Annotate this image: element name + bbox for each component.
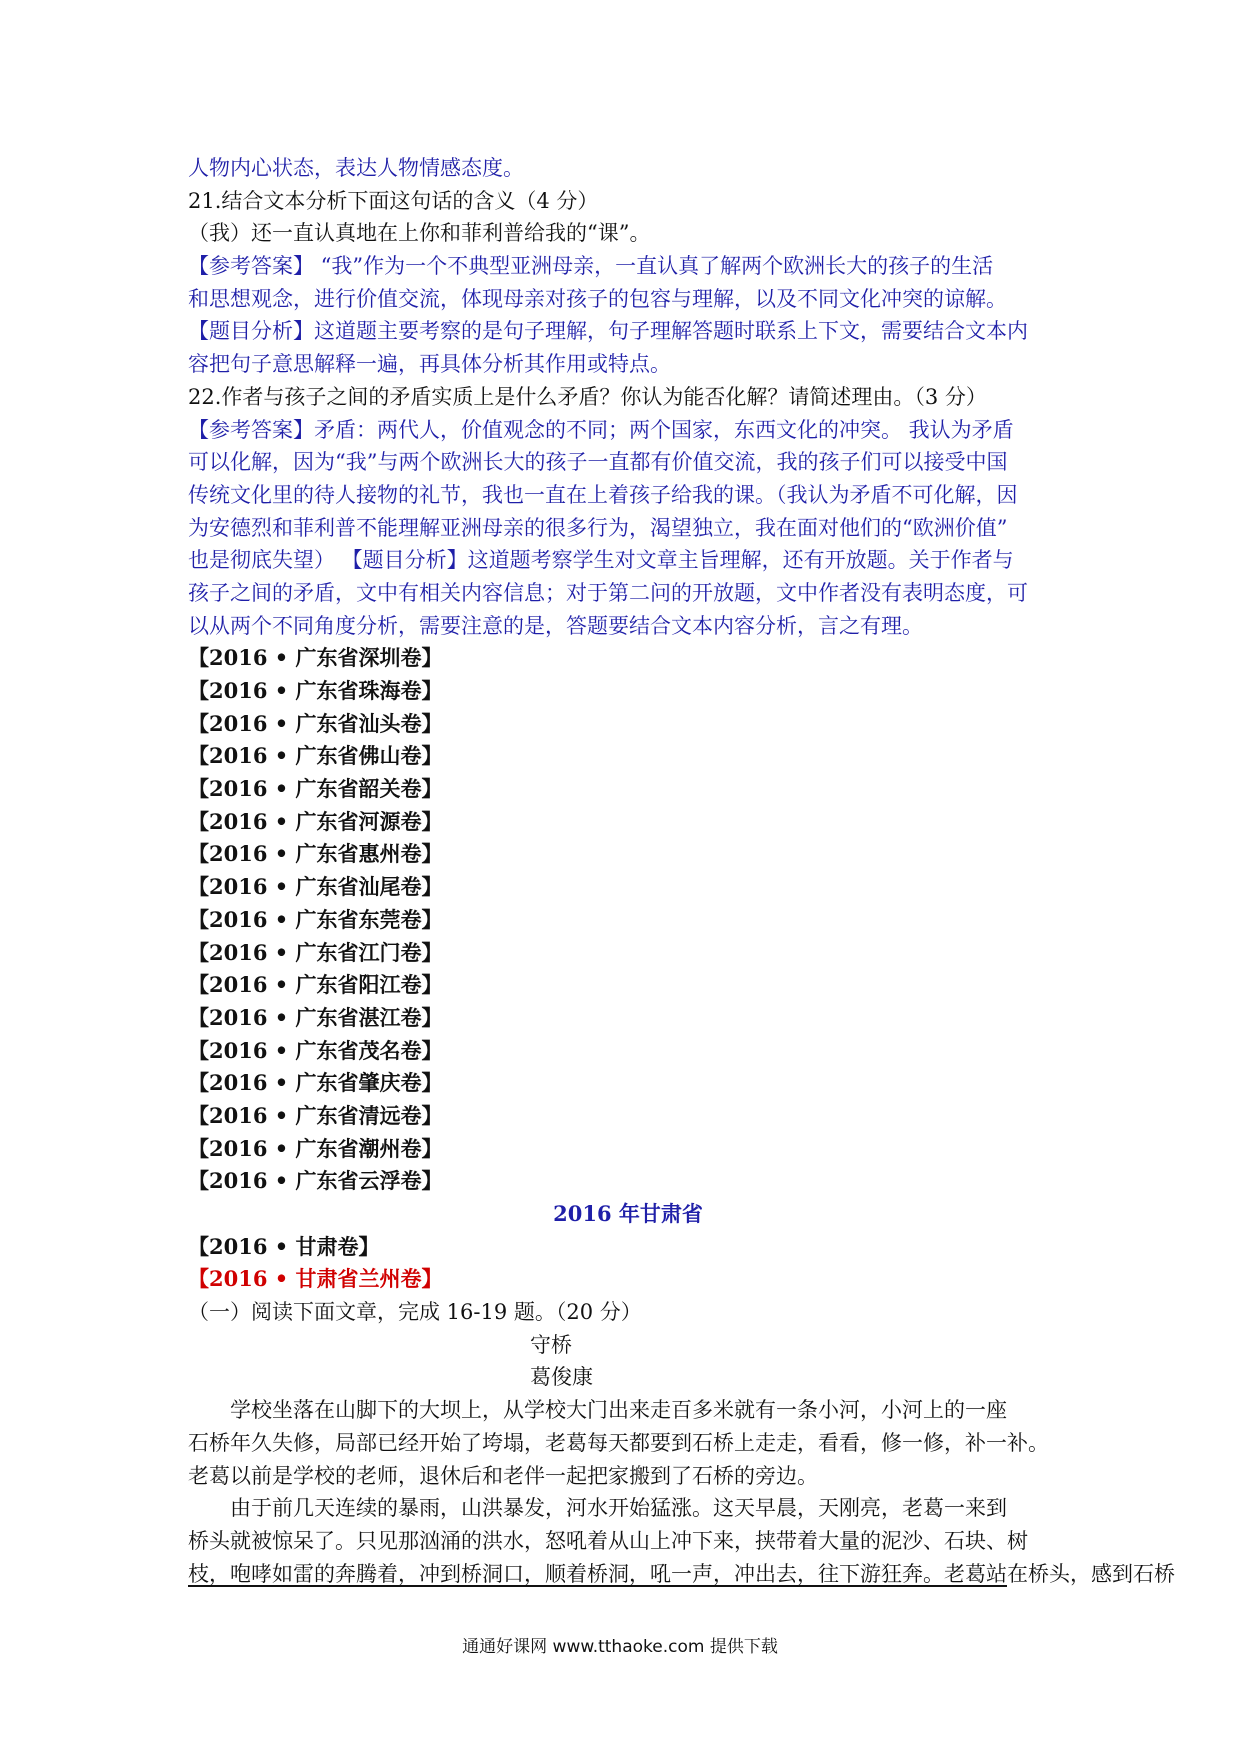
- section-heading-yangjiang: 【2016 • 广东省阳江卷】: [188, 972, 443, 998]
- question-21-quote: （我）还一直认真地在上你和菲利普给我的“课”。: [188, 221, 651, 246]
- reading-instruction: （一）阅读下面文章，完成 16-19 题。（20 分）: [188, 1300, 642, 1325]
- section-heading-dongguan: 【2016 • 广东省东莞卷】: [188, 906, 443, 932]
- paragraph-1-line-1: 学校坐落在山脚下的大坝上，从学校大门出来走百多米就有一条小河，小河上的一座: [230, 1398, 1007, 1423]
- answer-22-line-1: 【参考答案】矛盾：两代人，价值观念的不同；两个国家，东西文化的冲突。 我认为矛盾: [188, 417, 1014, 442]
- section-heading-maoming: 【2016 • 广东省茂名卷】: [188, 1037, 443, 1063]
- section-heading-lanzhou: 【2016 • 甘肃省兰州卷】: [188, 1266, 443, 1292]
- section-heading-foshan: 【2016 • 广东省佛山卷】: [188, 743, 443, 769]
- section-heading-chaozhou: 【2016 • 广东省潮州卷】: [188, 1135, 443, 1161]
- section-heading-jiangmen: 【2016 • 广东省江门卷】: [188, 939, 443, 965]
- answer-21-line-1: 【参考答案】 “我”作为一个不典型亚洲母亲，一直认真了解两个欧洲长大的孩子的生活: [188, 254, 994, 279]
- section-heading-gansu: 【2016 • 甘肃卷】: [188, 1233, 380, 1259]
- answer-22-line-5: 也是彻底失望） 【题目分析】这道题考察学生对文章主旨理解，还有开放题。关于作者与: [188, 548, 1014, 573]
- paragraph-1-line-2: 石桥年久失修，局部已经开始了垮塌，老葛每天都要到石桥上走走，看看，修一修，补一补。: [188, 1430, 1049, 1455]
- section-heading-heyuan: 【2016 • 广东省河源卷】: [188, 808, 443, 834]
- section-heading-shenzhen: 【2016 • 广东省深圳卷】: [188, 645, 443, 671]
- page-footer: 通通好课网 www.tthaoke.com 提供下载: [462, 1637, 778, 1657]
- answer-continuation: 人物内心状态，表达人物情感态度。: [188, 156, 524, 180]
- answer-22-line-4: 为安德烈和菲利普不能理解亚洲母亲的很多行为，渴望独立，我在面对他们的“欧洲价值”: [188, 515, 1008, 540]
- answer-22-line-6: 孩子之间的矛盾，文中有相关内容信息；对于第二问的开放题，文中作者没有表明态度，可: [188, 580, 1028, 605]
- section-heading-zhanjiang: 【2016 • 广东省湛江卷】: [188, 1004, 443, 1030]
- section-heading-shaoguan: 【2016 • 广东省韶关卷】: [188, 776, 443, 802]
- question-22: 22.作者与孩子之间的矛盾实质上是什么矛盾？你认为能否化解？请简述理由。（3 分）: [188, 384, 987, 409]
- page-content: [188, 152, 1175, 1590]
- paragraph-2-line-2: 桥头就被惊呆了。只见那汹涌的洪水，怒吼着从山上冲下来，挟带着大量的泥沙、石块、树: [188, 1528, 1028, 1553]
- province-heading-gansu: 2016 年甘肃省: [553, 1201, 703, 1226]
- question-21: 21.结合文本分析下面这句话的含义（4 分）: [188, 188, 599, 213]
- answer-22-line-7: 以从两个不同角度分析，需要注意的是，答题要结合文本内容分析，言之有理。: [188, 613, 923, 638]
- underlined-passage: 枝，咆哮如雷的奔腾着，冲到桥洞口，顺着桥洞，吼一声，冲出去，往下游狂奔。老葛站: [188, 1561, 1007, 1586]
- analysis-21-line-2: 容把句子意思解释一遍，再具体分析其作用或特点。: [188, 352, 671, 377]
- answer-22-line-3: 传统文化里的待人接物的礼节，我也一直在上着孩子给我的课。（我认为矛盾不可化解，因: [188, 482, 1018, 507]
- section-heading-shantou: 【2016 • 广东省汕头卷】: [188, 710, 443, 736]
- answer-22-line-2: 可以化解，因为“我”与两个欧洲长大的孩子一直都有价值交流，我的孩子们可以接受中国: [188, 450, 1008, 475]
- article-author: 葛俊康: [530, 1365, 593, 1390]
- section-heading-qingyuan: 【2016 • 广东省清远卷】: [188, 1102, 443, 1128]
- paragraph-2-line-3-rest: 在桥头，感到石桥: [1007, 1561, 1175, 1586]
- section-heading-shanwei: 【2016 • 广东省汕尾卷】: [188, 874, 443, 900]
- answer-21-line-2: 和思想观念，进行价值交流，体现母亲对孩子的包容与理解，以及不同文化冲突的谅解。: [188, 286, 1007, 311]
- analysis-21-line-1: 【题目分析】这道题主要考察的是句子理解，句子理解答题时联系上下文，需要结合文本内: [188, 319, 1028, 344]
- section-heading-zhaoqing: 【2016 • 广东省肇庆卷】: [188, 1070, 443, 1096]
- article-title: 守桥: [530, 1332, 572, 1357]
- section-heading-zhuhai: 【2016 • 广东省珠海卷】: [188, 678, 443, 703]
- paragraph-1-line-3: 老葛以前是学校的老师，退休后和老伴一起把家搬到了石桥的旁边。: [188, 1463, 818, 1488]
- paragraph-2-line-3: [188, 1558, 1175, 1591]
- section-heading-yunfu: 【2016 • 广东省云浮卷】: [188, 1168, 443, 1194]
- paragraph-2-line-1: 由于前几天连续的暴雨，山洪暴发，河水开始猛涨。这天早晨，天刚亮，老葛一来到: [230, 1496, 1007, 1521]
- section-heading-huizhou: 【2016 • 广东省惠州卷】: [188, 841, 443, 867]
